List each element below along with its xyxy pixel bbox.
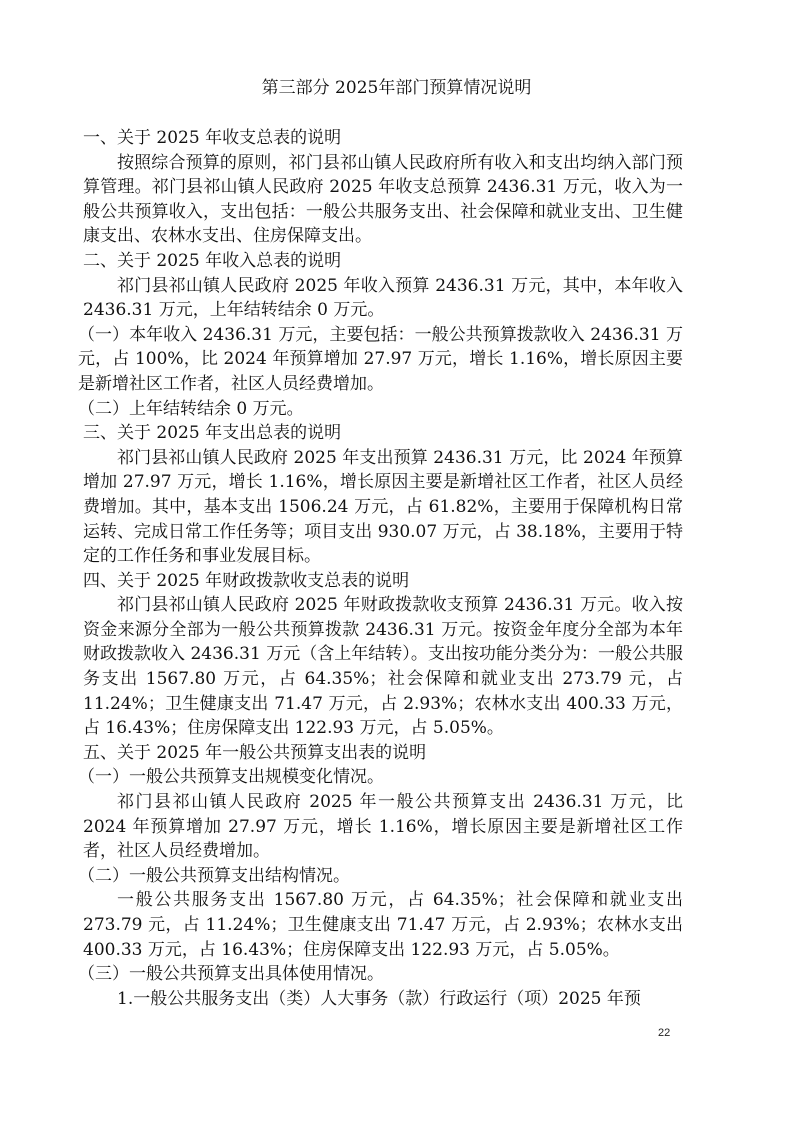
page-title: 第三部分 2025年部门预算情况说明	[261, 78, 532, 98]
paragraph: 祁门县祁山镇人民政府 2025 年收入预算 2436.31 万元，其中，本年收入 2436.31 万元，上年结转结余 0 万元。	[83, 275, 683, 321]
section-heading-2: 二、关于 2025 年收入总表的说明	[83, 250, 342, 271]
sub-paragraph: （一）本年收入 2436.31 万元，主要包括：一般公共预算拨款收入 2436.31 万元，占 100%，比 2024 年预算增加 27.97 万元，增长 1.16%，增长原因主要是新增社区工作者，社区人员经费增加。	[78, 324, 683, 394]
paragraph: 1.一般公共服务支出（类）人大事务（款）行政运行（项）2025 年预	[117, 988, 641, 1009]
sub-heading: （二）一般公共预算支出结构情况。	[78, 865, 350, 886]
sub-heading: （一）一般公共预算支出规模变化情况。	[78, 767, 384, 788]
paragraph: 按照综合预算的原则，祁门县祁山镇人民政府所有收入和支出均纳入部门预算管理。祁门县祁山镇人民政府 2025 年收支总预算 2436.31 万元，收入为一般公共预算收入，支出包括：一般公共服务支出、社会保障和就业支出、卫生健康支出、农林水支出、住房保障支出。	[83, 152, 683, 247]
paragraph: 祁门县祁山镇人民政府 2025 年支出预算 2436.31 万元，比 2024 年预算增加 27.97 万元，增长 1.16%，增长原因主要是新增社区工作者，社区人员经费增加。其中，基本支出 1506.24 万元，占 61.82%，主要用于保障机构日常运转、完成日常工作任务等；项目支出 930.07 万元，占 38.18%，主要用于特定的工作任务和事业发展目标。	[83, 447, 683, 567]
paragraph: 一般公共服务支出 1567.80 万元，占 64.35%；社会保障和就业支出 273.79 元，占 11.24%；卫生健康支出 71.47 万元，占 2.93%；农林水支出 400.33 万元，占 16.43%；住房保障支出 122.93 万元，占 5.05%。	[83, 890, 683, 960]
paragraph: 祁门县祁山镇人民政府 2025 年财政拨款收支预算 2436.31 万元。收入按资金来源分全部为一般公共预算拨款 2436.31 万元。按资金年度分全部为本年财政拨款收入 2436.31 万元（含上年结转）。支出按功能分类分为：一般公共服务支出 1567.80 万元，占 64.35%；社会保障和就业支出 273.79 元，占 11.24%；卫生健康支出 71.47 万元，占 2.93%；农林水支出 400.33 万元，占 16.43%；住房保障支出 122.93 万元，占 5.05%。	[83, 595, 683, 739]
section-heading-1: 一、关于 2025 年收支总表的说明	[83, 128, 342, 148]
paragraph: 祁门县祁山镇人民政府 2025 年一般公共预算支出 2436.31 万元，比 2024 年预算增加 27.97 万元，增长 1.16%，增长原因主要是新增社区工作者，社区人员经费增加。	[83, 792, 683, 862]
section-heading-3: 三、关于 2025 年支出总表的说明	[83, 423, 342, 444]
section-heading-4: 四、关于 2025 年财政拨款收支总表的说明	[83, 570, 410, 591]
section-heading-5: 五、关于 2025 年一般公共预算支出表的说明	[83, 742, 427, 763]
sub-heading: （三）一般公共预算支出具体使用情况。	[78, 964, 384, 985]
page-number: 22	[658, 1027, 671, 1039]
sub-paragraph: （二）上年结转结余 0 万元。	[78, 398, 304, 419]
document-body	[78, 126, 683, 1011]
